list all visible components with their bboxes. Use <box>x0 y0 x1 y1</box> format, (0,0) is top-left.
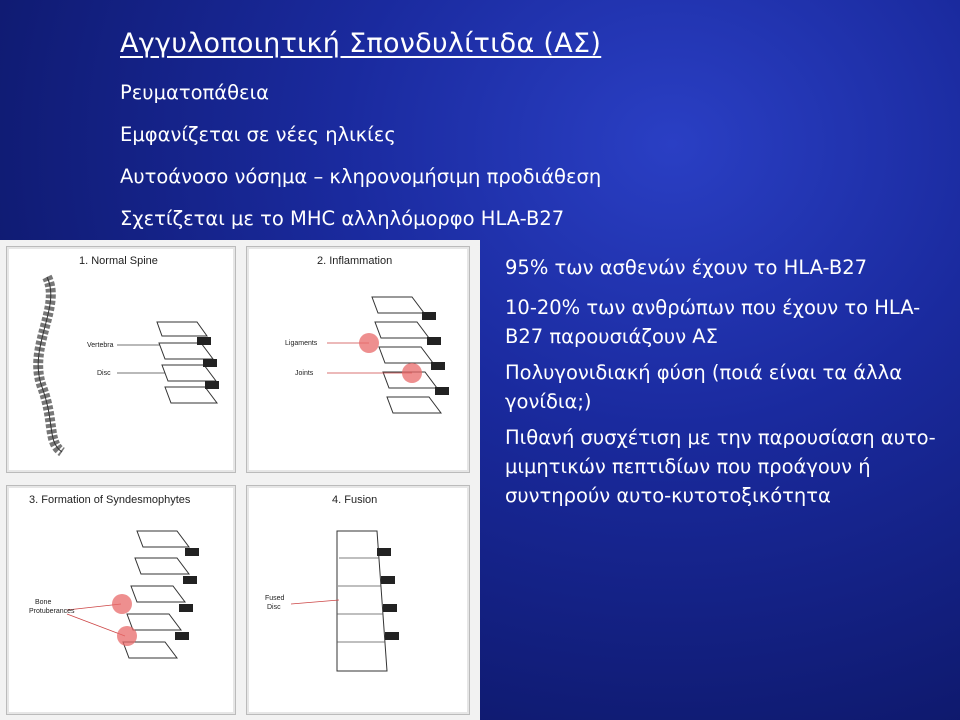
annotation-label: Disc <box>267 604 281 611</box>
bullet-item: Σχετίζεται με το MHC αλληλόμορφο HLA-B27 <box>120 207 565 230</box>
annotation-label: Protuberances <box>29 608 75 615</box>
sub-bullet-list <box>505 253 953 521</box>
bullet-item: Ρευματοπάθεια <box>120 81 270 104</box>
bullet-item: Αυτοάνοσο νόσημα – κληρονομήσιμη προδιάθεση <box>120 165 602 188</box>
panel-label: 1. Normal Spine <box>79 255 158 267</box>
syndesmophytes-drawing <box>7 486 235 714</box>
annotation-label: Bone <box>35 599 52 606</box>
sub-bullet-item: 95% των ασθενών έχουν το HLA-B27 <box>505 256 868 279</box>
annotation-label: Fused <box>265 595 285 602</box>
panel-normal-spine <box>6 246 236 473</box>
spine-illustration <box>0 240 480 720</box>
sub-bullet-item: Πολυγονιδιακή φύση (ποιά είναι τα άλλα γονίδια;) <box>505 361 903 413</box>
normal-spine-drawing <box>7 247 235 472</box>
bullet-item: Εμφανίζεται σε νέες ηλικίες <box>120 123 396 146</box>
annotation-label: Joints <box>295 370 314 377</box>
panel-inflammation <box>246 246 470 473</box>
fusion-drawing <box>247 486 469 714</box>
slide-title: Αγγυλοποιητική Σπονδυλίτιδα (ΑΣ) <box>120 28 602 59</box>
panel-fusion <box>246 485 470 715</box>
sub-bullet-item: Πιθανή συσχέτιση με την παρουσίαση αυτο-μιμητικών πεπτιδίων που προάγουν ή συντηρούν αυτο-κυτοτοξικότητα <box>505 426 936 507</box>
annotation-label: Vertebra <box>87 342 114 349</box>
panel-label: 4. Fusion <box>332 494 378 506</box>
main-bullet-list <box>120 80 601 248</box>
panel-syndesmophytes <box>6 485 236 715</box>
annotation-label: Ligaments <box>285 340 318 347</box>
panel-label: 3. Formation of Syndesmophytes <box>29 494 191 506</box>
annotation-label: Disc <box>97 370 111 377</box>
panel-label: 2. Inflammation <box>317 255 393 267</box>
sub-bullet-item: 10-20% των ανθρώπων που έχουν το HLA-B27 παρουσιάζουν ΑΣ <box>505 296 921 348</box>
inflammation-drawing <box>247 247 469 472</box>
